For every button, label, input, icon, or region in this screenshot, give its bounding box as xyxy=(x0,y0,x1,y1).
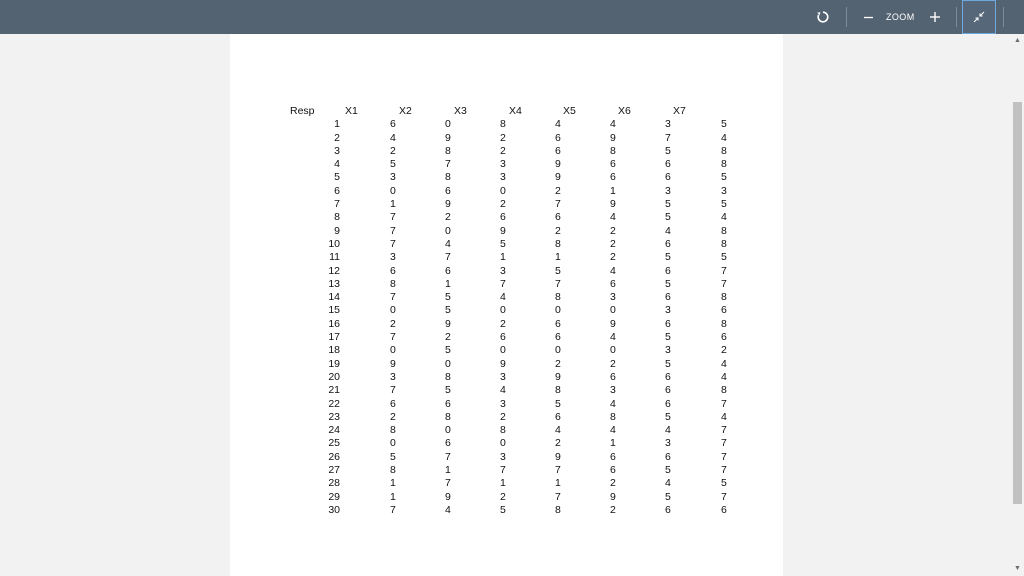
table-cell: 5 xyxy=(665,357,671,370)
table-cell: 4 xyxy=(721,410,727,423)
table-cell: 7 xyxy=(445,158,451,171)
table-cell: 12 xyxy=(328,264,340,277)
table-cell: 2 xyxy=(610,477,616,490)
table-cell: 5 xyxy=(445,344,451,357)
table-cell: 6 xyxy=(500,331,506,344)
viewer-toolbar xyxy=(0,0,1024,34)
table-cell: 3 xyxy=(500,171,506,184)
table-cell: 4 xyxy=(390,131,396,144)
table-cell: 8 xyxy=(500,118,506,131)
table-cell: 6 xyxy=(610,464,616,477)
table-cell: 26 xyxy=(328,450,340,463)
table-cell: 5 xyxy=(721,477,727,490)
table-cell: 2 xyxy=(555,437,561,450)
table-row xyxy=(290,132,730,145)
table-cell: 7 xyxy=(555,464,561,477)
collapse-arrows-icon xyxy=(973,11,985,23)
table-cell: 6 xyxy=(665,450,671,463)
table-cell: 9 xyxy=(445,198,451,211)
table-cell: 10 xyxy=(328,237,340,250)
table-cell: 2 xyxy=(500,317,506,330)
table-cell: 6 xyxy=(390,118,396,131)
table-cell: 8 xyxy=(390,424,396,437)
table-cell: 5 xyxy=(665,464,671,477)
table-cell: 7 xyxy=(721,397,727,410)
table-cell: 7 xyxy=(390,224,396,237)
table-cell: 6 xyxy=(721,304,727,317)
scroll-down-arrow-icon[interactable]: ▼ xyxy=(1014,565,1021,572)
table-cell: 4 xyxy=(445,237,451,250)
table-cell: 19 xyxy=(328,357,340,370)
table-cell: 6 xyxy=(334,184,340,197)
table-cell: 4 xyxy=(500,291,506,304)
table-cell: 6 xyxy=(500,211,506,224)
table-row xyxy=(290,477,730,490)
column-header-x1: X1 xyxy=(345,105,358,117)
table-cell: 7 xyxy=(555,277,561,290)
table-cell: 1 xyxy=(445,464,451,477)
table-cell: 7 xyxy=(500,464,506,477)
table-cell: 1 xyxy=(334,118,340,131)
column-header-resp: Resp xyxy=(290,105,315,117)
table-cell: 7 xyxy=(500,277,506,290)
table-cell: 4 xyxy=(334,158,340,171)
table-cell: 7 xyxy=(721,464,727,477)
table-cell: 7 xyxy=(390,331,396,344)
table-cell: 6 xyxy=(390,264,396,277)
table-cell: 7 xyxy=(721,490,727,503)
table-cell: 13 xyxy=(328,277,340,290)
minus-icon xyxy=(863,12,874,23)
column-header-x2: X2 xyxy=(399,105,412,117)
table-cell: 6 xyxy=(665,370,671,383)
table-cell: 6 xyxy=(445,397,451,410)
table-cell: 4 xyxy=(610,264,616,277)
table-cell: 28 xyxy=(328,477,340,490)
table-cell: 1 xyxy=(390,198,396,211)
table-cell: 8 xyxy=(445,370,451,383)
table-cell: 8 xyxy=(721,237,727,250)
table-cell: 7 xyxy=(334,198,340,211)
table-cell: 8 xyxy=(334,211,340,224)
table-row xyxy=(290,158,730,171)
table-cell: 3 xyxy=(665,437,671,450)
table-cell: 3 xyxy=(500,158,506,171)
table-cell: 9 xyxy=(555,158,561,171)
table-cell: 14 xyxy=(328,291,340,304)
table-cell: 7 xyxy=(390,211,396,224)
table-cell: 6 xyxy=(610,158,616,171)
table-cell: 4 xyxy=(610,331,616,344)
table-row xyxy=(290,251,730,264)
table-cell: 4 xyxy=(610,397,616,410)
table-cell: 4 xyxy=(665,224,671,237)
table-row xyxy=(290,198,730,211)
table-row xyxy=(290,411,730,424)
table-cell: 16 xyxy=(328,317,340,330)
table-cell: 2 xyxy=(610,503,616,516)
table-cell: 0 xyxy=(445,118,451,131)
table-cell: 5 xyxy=(555,397,561,410)
table-row xyxy=(290,185,730,198)
table-cell: 2 xyxy=(610,251,616,264)
table-cell: 5 xyxy=(665,251,671,264)
column-header-x5: X5 xyxy=(563,105,576,117)
table-cell: 2 xyxy=(610,237,616,250)
table-row xyxy=(290,225,730,238)
table-cell: 7 xyxy=(445,251,451,264)
table-cell: 2 xyxy=(500,144,506,157)
table-cell: 5 xyxy=(500,237,506,250)
table-cell: 0 xyxy=(390,437,396,450)
table-cell: 8 xyxy=(555,237,561,250)
table-cell: 4 xyxy=(555,424,561,437)
table-cell: 5 xyxy=(555,264,561,277)
table-cell: 1 xyxy=(390,490,396,503)
table-cell: 4 xyxy=(665,477,671,490)
table-cell: 0 xyxy=(445,224,451,237)
table-cell: 0 xyxy=(610,344,616,357)
table-cell: 4 xyxy=(445,503,451,516)
table-cell: 2 xyxy=(390,317,396,330)
table-cell: 7 xyxy=(721,437,727,450)
column-header-x3: X3 xyxy=(454,105,467,117)
table-cell: 3 xyxy=(334,144,340,157)
scrollbar-thumb[interactable] xyxy=(1013,102,1022,504)
table-cell: 9 xyxy=(610,317,616,330)
table-header-row xyxy=(290,105,730,118)
table-row xyxy=(290,171,730,184)
table-cell: 4 xyxy=(665,424,671,437)
table-row xyxy=(290,145,730,158)
table-cell: 3 xyxy=(721,184,727,197)
table-cell: 9 xyxy=(555,450,561,463)
table-cell: 5 xyxy=(721,198,727,211)
table-cell: 2 xyxy=(500,410,506,423)
table-cell: 1 xyxy=(500,251,506,264)
table-cell: 3 xyxy=(665,304,671,317)
table-cell: 8 xyxy=(721,158,727,171)
table-cell: 6 xyxy=(610,450,616,463)
table-cell: 9 xyxy=(555,171,561,184)
table-cell: 5 xyxy=(390,158,396,171)
table-cell: 6 xyxy=(555,410,561,423)
table-cell: 6 xyxy=(555,131,561,144)
table-cell: 4 xyxy=(721,131,727,144)
table-row xyxy=(290,398,730,411)
table-cell: 8 xyxy=(390,464,396,477)
table-cell: 6 xyxy=(390,397,396,410)
table-cell: 4 xyxy=(721,211,727,224)
table-cell: 3 xyxy=(500,264,506,277)
table-cell: 8 xyxy=(721,317,727,330)
table-cell: 1 xyxy=(555,251,561,264)
table-cell: 5 xyxy=(665,410,671,423)
table-row xyxy=(290,211,730,224)
table-cell: 5 xyxy=(500,503,506,516)
table-cell: 0 xyxy=(610,304,616,317)
table-row xyxy=(290,291,730,304)
table-cell: 9 xyxy=(610,131,616,144)
table-row xyxy=(290,437,730,450)
table-cell: 8 xyxy=(390,277,396,290)
table-cell: 6 xyxy=(721,503,727,516)
table-cell: 3 xyxy=(610,384,616,397)
rotate-button[interactable] xyxy=(812,0,834,34)
table-cell: 1 xyxy=(610,437,616,450)
table-cell: 1 xyxy=(610,184,616,197)
table-cell: 9 xyxy=(445,317,451,330)
table-cell: 9 xyxy=(555,370,561,383)
table-cell: 9 xyxy=(445,131,451,144)
table-cell: 8 xyxy=(555,291,561,304)
toolbar-separator xyxy=(1003,7,1004,27)
column-header-x4: X4 xyxy=(509,105,522,117)
table-cell: 2 xyxy=(555,184,561,197)
table-cell: 2 xyxy=(390,144,396,157)
table-row xyxy=(290,464,730,477)
table-cell: 5 xyxy=(445,384,451,397)
table-cell: 6 xyxy=(610,370,616,383)
table-cell: 2 xyxy=(500,490,506,503)
table-cell: 4 xyxy=(721,370,727,383)
table-cell: 2 xyxy=(334,131,340,144)
table-cell: 0 xyxy=(390,184,396,197)
table-cell: 15 xyxy=(328,304,340,317)
table-cell: 5 xyxy=(665,490,671,503)
table-cell: 5 xyxy=(721,118,727,131)
table-row xyxy=(290,238,730,251)
table-cell: 7 xyxy=(390,291,396,304)
table-cell: 7 xyxy=(445,477,451,490)
table-cell: 27 xyxy=(328,464,340,477)
table-row xyxy=(290,451,730,464)
table-row xyxy=(290,344,730,357)
table-cell: 29 xyxy=(328,490,340,503)
table-cell: 5 xyxy=(665,211,671,224)
table-cell: 3 xyxy=(500,370,506,383)
table-row xyxy=(290,265,730,278)
table-cell: 3 xyxy=(665,344,671,357)
table-cell: 23 xyxy=(328,410,340,423)
table-cell: 6 xyxy=(665,317,671,330)
table-cell: 0 xyxy=(500,344,506,357)
table-cell: 8 xyxy=(721,224,727,237)
table-cell: 2 xyxy=(500,198,506,211)
table-cell: 5 xyxy=(445,304,451,317)
table-cell: 6 xyxy=(665,384,671,397)
table-row xyxy=(290,304,730,317)
table-cell: 6 xyxy=(555,144,561,157)
table-cell: 5 xyxy=(665,198,671,211)
table-cell: 6 xyxy=(665,237,671,250)
table-cell: 4 xyxy=(555,118,561,131)
table-cell: 8 xyxy=(445,171,451,184)
scroll-up-arrow-icon[interactable]: ▲ xyxy=(1014,37,1021,44)
table-cell: 8 xyxy=(445,410,451,423)
table-cell: 0 xyxy=(390,344,396,357)
table-cell: 1 xyxy=(390,477,396,490)
column-header-x7: X7 xyxy=(673,105,686,117)
table-cell: 6 xyxy=(665,503,671,516)
table-cell: 6 xyxy=(445,184,451,197)
table-cell: 9 xyxy=(500,224,506,237)
table-cell: 3 xyxy=(500,397,506,410)
table-cell: 9 xyxy=(334,224,340,237)
table-cell: 5 xyxy=(445,291,451,304)
table-cell: 7 xyxy=(721,277,727,290)
table-cell: 7 xyxy=(390,503,396,516)
table-cell: 3 xyxy=(500,450,506,463)
table-cell: 7 xyxy=(390,237,396,250)
table-cell: 4 xyxy=(500,384,506,397)
table-cell: 7 xyxy=(445,450,451,463)
table-cell: 6 xyxy=(665,171,671,184)
rotate-icon xyxy=(816,10,830,24)
table-cell: 8 xyxy=(610,410,616,423)
table-row xyxy=(290,371,730,384)
table-cell: 6 xyxy=(665,264,671,277)
table-cell: 2 xyxy=(555,357,561,370)
table-cell: 8 xyxy=(555,384,561,397)
table-cell: 8 xyxy=(721,144,727,157)
table-cell: 3 xyxy=(665,118,671,131)
table-cell: 5 xyxy=(721,251,727,264)
table-cell: 2 xyxy=(445,211,451,224)
table-cell: 8 xyxy=(555,503,561,516)
table-cell: 4 xyxy=(721,357,727,370)
table-cell: 5 xyxy=(334,171,340,184)
table-cell: 6 xyxy=(610,171,616,184)
table-cell: 5 xyxy=(665,277,671,290)
table-cell: 9 xyxy=(390,357,396,370)
table-row xyxy=(290,318,730,331)
table-cell: 2 xyxy=(721,344,727,357)
table-cell: 9 xyxy=(445,490,451,503)
table-cell: 0 xyxy=(500,437,506,450)
zoom-out-button[interactable] xyxy=(858,0,878,34)
table-cell: 8 xyxy=(445,144,451,157)
table-cell: 0 xyxy=(390,304,396,317)
table-cell: 5 xyxy=(665,144,671,157)
table-cell: 7 xyxy=(721,450,727,463)
table-cell: 24 xyxy=(328,424,340,437)
table-cell: 25 xyxy=(328,437,340,450)
table-cell: 6 xyxy=(445,264,451,277)
table-cell: 4 xyxy=(610,118,616,131)
table-cell: 7 xyxy=(721,264,727,277)
table-cell: 7 xyxy=(555,490,561,503)
table-cell: 8 xyxy=(721,384,727,397)
table-cell: 6 xyxy=(610,277,616,290)
table-cell: 22 xyxy=(328,397,340,410)
table-cell: 5 xyxy=(390,450,396,463)
table-cell: 0 xyxy=(555,304,561,317)
table-cell: 1 xyxy=(445,277,451,290)
table-cell: 2 xyxy=(610,357,616,370)
table-cell: 3 xyxy=(665,184,671,197)
table-row xyxy=(290,424,730,437)
table-cell: 7 xyxy=(721,424,727,437)
table-cell: 6 xyxy=(555,317,561,330)
table-cell: 30 xyxy=(328,503,340,516)
table-cell: 1 xyxy=(500,477,506,490)
table-cell: 8 xyxy=(610,144,616,157)
table-row xyxy=(290,118,730,131)
table-cell: 9 xyxy=(610,490,616,503)
table-cell: 1 xyxy=(555,477,561,490)
table-row xyxy=(290,384,730,397)
table-cell: 5 xyxy=(721,171,727,184)
table-cell: 3 xyxy=(390,171,396,184)
table-cell: 4 xyxy=(610,211,616,224)
table-cell: 3 xyxy=(390,251,396,264)
table-cell: 17 xyxy=(328,331,340,344)
table-cell: 3 xyxy=(390,370,396,383)
table-cell: 2 xyxy=(390,410,396,423)
table-cell: 6 xyxy=(665,291,671,304)
table-cell: 2 xyxy=(610,224,616,237)
table-cell: 7 xyxy=(555,198,561,211)
toolbar-separator xyxy=(956,7,957,27)
table-cell: 0 xyxy=(500,304,506,317)
table-cell: 6 xyxy=(555,211,561,224)
data-table xyxy=(290,105,730,517)
table-cell: 0 xyxy=(445,424,451,437)
table-cell: 8 xyxy=(721,291,727,304)
table-cell: 4 xyxy=(610,424,616,437)
plus-icon xyxy=(929,11,941,23)
table-cell: 3 xyxy=(610,291,616,304)
zoom-label: ZOOM xyxy=(886,12,915,22)
table-cell: 7 xyxy=(665,131,671,144)
toolbar-separator xyxy=(846,7,847,27)
table-cell: 0 xyxy=(445,357,451,370)
table-cell: 2 xyxy=(555,224,561,237)
zoom-in-button[interactable] xyxy=(925,0,945,34)
table-cell: 6 xyxy=(665,397,671,410)
collapse-button[interactable] xyxy=(962,0,996,34)
table-cell: 9 xyxy=(610,198,616,211)
table-cell: 20 xyxy=(328,370,340,383)
table-cell: 0 xyxy=(555,344,561,357)
table-row xyxy=(290,331,730,344)
table-cell: 2 xyxy=(500,131,506,144)
table-cell: 6 xyxy=(665,158,671,171)
table-cell: 0 xyxy=(500,184,506,197)
table-row xyxy=(290,358,730,371)
table-cell: 8 xyxy=(500,424,506,437)
table-cell: 5 xyxy=(665,331,671,344)
table-cell: 21 xyxy=(328,384,340,397)
table-cell: 7 xyxy=(390,384,396,397)
table-cell: 6 xyxy=(721,331,727,344)
table-cell: 6 xyxy=(445,437,451,450)
table-cell: 9 xyxy=(500,357,506,370)
table-cell: 6 xyxy=(555,331,561,344)
table-cell: 18 xyxy=(328,344,340,357)
column-header-x6: X6 xyxy=(618,105,631,117)
table-row xyxy=(290,491,730,504)
table-cell: 2 xyxy=(445,331,451,344)
table-row xyxy=(290,278,730,291)
table-row xyxy=(290,504,730,517)
table-cell: 11 xyxy=(329,251,340,264)
